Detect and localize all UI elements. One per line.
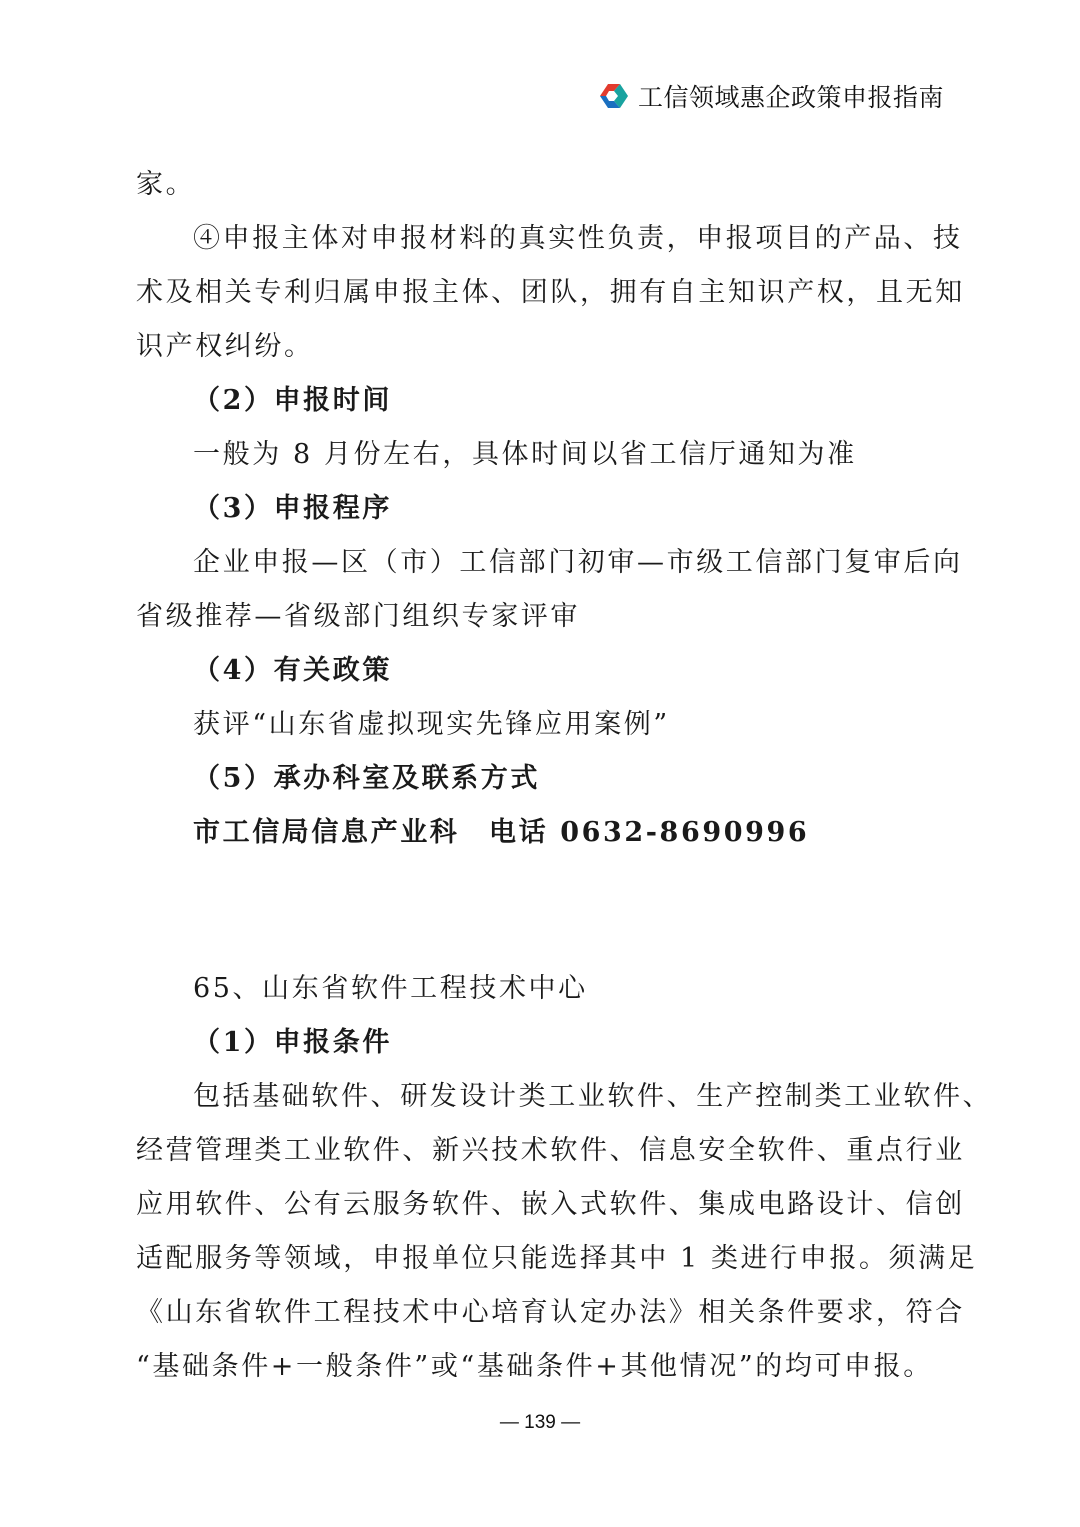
paragraph-line: 家。 <box>136 169 196 200</box>
page-number: — 139 — <box>499 1412 581 1433</box>
paragraph-line: 应用软件、公有云服务软件、嵌入式软件、集成电路设计、信创 <box>136 1189 965 1220</box>
paragraph-line: “基础条件+一般条件”或“基础条件+其他情况”的均可申报。 <box>136 1351 933 1382</box>
section-heading: （2）申报时间 <box>193 385 392 416</box>
paragraph-line: ④申报主体对申报材料的真实性负责，申报项目的产品、技 <box>193 223 963 254</box>
paragraph-line: 适配服务等领域，申报单位只能选择其中 1 类进行申报。须满足 <box>136 1243 978 1274</box>
paragraph-line: 一般为 8 月份左右，具体时间以省工信厅通知为准 <box>193 439 857 470</box>
contact-line: 市工信局信息产业科 电话 0632-8690996 <box>193 817 810 848</box>
spacer <box>136 860 946 962</box>
section-heading: （1）申报条件 <box>193 1027 392 1058</box>
paragraph-line: 识产权纠纷。 <box>136 331 314 362</box>
item-title: 65、山东省软件工程技术中心 <box>193 973 588 1004</box>
section-heading: （3）申报程序 <box>193 493 392 524</box>
paragraph-line: 《山东省软件工程技术中心培育认定办法》相关条件要求，符合 <box>136 1297 965 1328</box>
page-header <box>598 76 944 116</box>
paragraph-line: 包括基础软件、研发设计类工业软件、生产控制类工业软件、 <box>193 1081 993 1112</box>
guide-logo-icon <box>598 82 630 110</box>
paragraph-line: 获评“山东省虚拟现实先锋应用案例” <box>193 709 670 740</box>
paragraph-line: 术及相关专利归属申报主体、团队，拥有自主知识产权，且无知 <box>136 277 965 308</box>
section-heading: （5）承办科室及联系方式 <box>193 763 540 794</box>
document-body <box>136 158 993 1394</box>
paragraph-line: 企业申报—区（市）工信部门初审—市级工信部门复审后向 <box>193 547 963 578</box>
section-heading: （4）有关政策 <box>193 655 392 686</box>
header-title: 工信领域惠企政策申报指南 <box>637 83 944 112</box>
paragraph-line: 省级推荐—省级部门组织专家评审 <box>136 601 580 632</box>
paragraph-line: 经营管理类工业软件、新兴技术软件、信息安全软件、重点行业 <box>136 1135 965 1166</box>
